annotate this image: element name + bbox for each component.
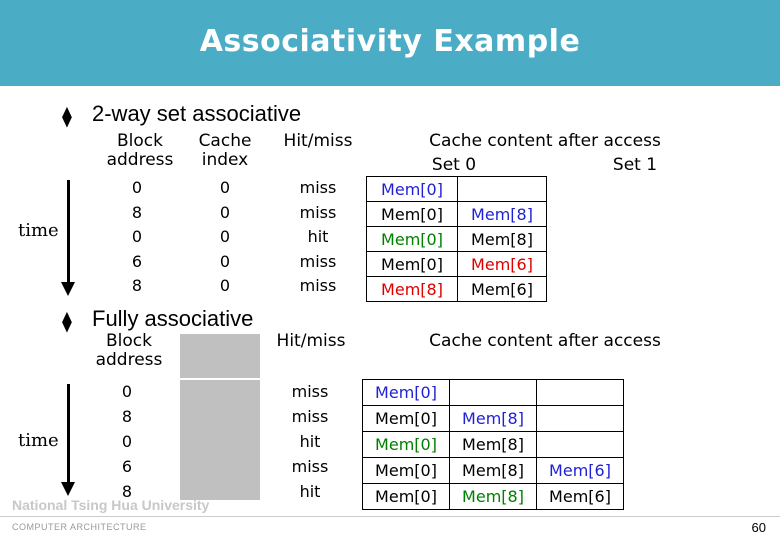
s1-header-set1: Set 1 bbox=[612, 155, 658, 175]
s1-hit-miss-column bbox=[280, 176, 356, 299]
slide-title: Associativity Example bbox=[199, 24, 581, 59]
table-row bbox=[363, 432, 624, 458]
bullet-icon: ⧫ bbox=[62, 104, 72, 128]
table-row bbox=[363, 380, 624, 406]
s2-time-label: time bbox=[18, 430, 59, 451]
s2-hit-miss-column bbox=[272, 379, 348, 504]
s2-cell-block-a: Mem[0] bbox=[363, 484, 450, 510]
s1-block-address: 8 bbox=[131, 202, 143, 222]
s1-header-set0: Set 0 bbox=[431, 155, 477, 175]
s1-block-address: 6 bbox=[131, 251, 143, 271]
table-row bbox=[363, 458, 624, 484]
s2-empty-header-block bbox=[180, 334, 260, 378]
table-row bbox=[367, 202, 547, 227]
s2-hit-miss: miss bbox=[291, 382, 329, 401]
s1-cache-index: 0 bbox=[219, 276, 231, 295]
section1-heading: 2-way set associative bbox=[92, 101, 302, 126]
s1-cache-table bbox=[366, 176, 547, 302]
s2-cell-block-c: Mem[6] bbox=[537, 484, 624, 510]
s1-cell-set0-way1: Mem[6] bbox=[458, 277, 547, 302]
s1-header-hit-miss: Hit/miss bbox=[283, 131, 353, 151]
table-row bbox=[363, 484, 624, 510]
s2-cell-block-a: Mem[0] bbox=[363, 458, 450, 484]
s2-cell-block-b: Mem[8] bbox=[450, 406, 537, 432]
s1-cell-set0-way1: Mem[8] bbox=[458, 202, 547, 227]
s2-cell-block-b bbox=[450, 380, 537, 406]
s2-cell-block-b: Mem[8] bbox=[450, 484, 537, 510]
s2-hit-miss: miss bbox=[291, 407, 329, 426]
footer-divider bbox=[0, 516, 780, 517]
table-row bbox=[363, 406, 624, 432]
s2-cell-block-c bbox=[537, 406, 624, 432]
s1-cache-index: 0 bbox=[219, 202, 231, 222]
s1-block-address: 0 bbox=[131, 178, 143, 197]
s2-header-block-address: Block address bbox=[95, 331, 163, 370]
s1-cell-set0: Mem[0] bbox=[367, 252, 458, 277]
s2-block-address-column bbox=[102, 379, 152, 504]
s1-hit-miss: miss bbox=[299, 276, 337, 295]
s2-hit-miss: miss bbox=[291, 457, 329, 476]
s1-cell-set0: Mem[0] bbox=[367, 227, 458, 252]
course-label: COMPUTER ARCHITECTURE bbox=[12, 522, 147, 532]
s1-hit-miss: miss bbox=[299, 178, 337, 197]
s2-block-address: 0 bbox=[121, 432, 133, 451]
s1-block-address-column bbox=[112, 176, 162, 299]
s2-cell-block-c bbox=[537, 432, 624, 458]
s1-cache-index: 0 bbox=[219, 251, 231, 271]
s2-cache-table bbox=[362, 379, 624, 510]
s1-block-address: 8 bbox=[131, 276, 143, 295]
s2-cell-block-b: Mem[8] bbox=[450, 432, 537, 458]
s1-time-arrow bbox=[67, 180, 70, 284]
s1-header-block-address: Block address bbox=[106, 131, 174, 170]
s2-hit-miss: hit bbox=[299, 432, 321, 451]
table-row bbox=[367, 177, 547, 202]
s1-cell-set0: Mem[8] bbox=[367, 277, 458, 302]
s1-header-cache-content: Cache content after access bbox=[429, 131, 661, 151]
table-row bbox=[367, 227, 547, 252]
s2-header-hit-miss: Hit/miss bbox=[276, 331, 346, 351]
s2-empty-column-block bbox=[180, 380, 260, 500]
s1-cache-index: 0 bbox=[219, 178, 231, 197]
s1-hit-miss: hit bbox=[307, 227, 329, 246]
s1-hit-miss: miss bbox=[299, 251, 337, 271]
university-watermark: National Tsing Hua University bbox=[12, 497, 210, 513]
s2-block-address: 0 bbox=[121, 382, 133, 401]
s2-hit-miss: hit bbox=[299, 482, 321, 501]
s1-hit-miss: miss bbox=[299, 202, 337, 222]
table-row bbox=[367, 252, 547, 277]
s1-cache-index-column bbox=[200, 176, 250, 299]
s1-arrow-head-icon bbox=[61, 282, 75, 296]
table-row bbox=[367, 277, 547, 302]
s1-cell-set0: Mem[0] bbox=[367, 202, 458, 227]
s2-block-address: 8 bbox=[121, 482, 133, 501]
s2-arrow-head-icon bbox=[61, 482, 75, 496]
s2-cell-block-a: Mem[0] bbox=[363, 380, 450, 406]
s1-cell-set0: Mem[0] bbox=[367, 177, 458, 202]
s1-cell-set0-way1: Mem[8] bbox=[458, 227, 547, 252]
s1-cache-index: 0 bbox=[219, 227, 231, 246]
s2-cell-block-c bbox=[537, 380, 624, 406]
s1-cell-set0-way1: Mem[6] bbox=[458, 252, 547, 277]
s2-cell-block-b: Mem[8] bbox=[450, 458, 537, 484]
section2-heading: Fully associative bbox=[92, 306, 254, 331]
s1-time-label: time bbox=[18, 220, 59, 241]
bullet-icon: ⧫ bbox=[62, 309, 72, 333]
s2-cell-block-a: Mem[0] bbox=[363, 406, 450, 432]
s2-header-cache-content: Cache content after access bbox=[429, 331, 661, 351]
s1-cell-set0-way1 bbox=[458, 177, 547, 202]
s2-block-address: 8 bbox=[121, 407, 133, 426]
s1-block-address: 0 bbox=[131, 227, 143, 246]
page-number: 60 bbox=[751, 520, 766, 535]
s2-cell-block-a: Mem[0] bbox=[363, 432, 450, 458]
s2-time-arrow bbox=[67, 384, 70, 484]
s2-block-address: 6 bbox=[121, 457, 133, 476]
s2-cell-block-c: Mem[6] bbox=[537, 458, 624, 484]
s1-header-cache-index: Cache index bbox=[198, 131, 252, 170]
